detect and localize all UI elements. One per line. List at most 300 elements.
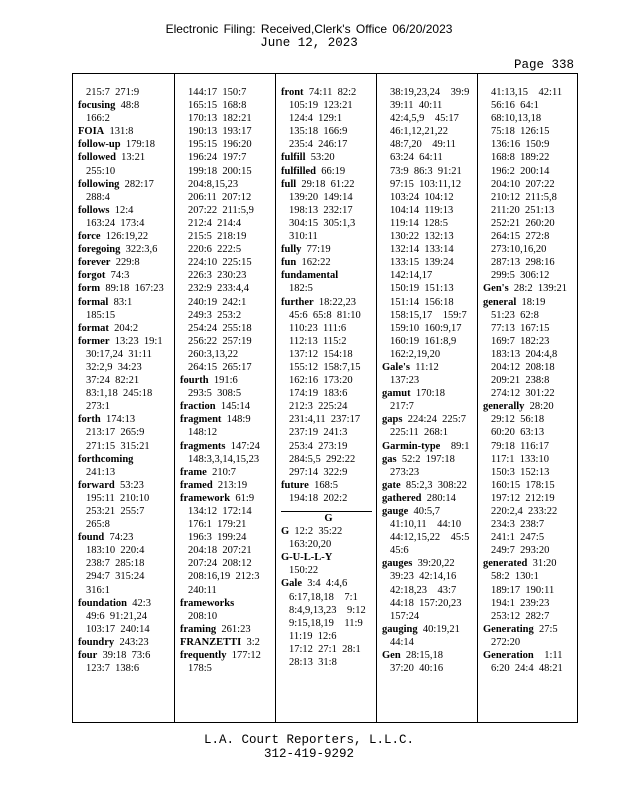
index-page-refs: 52:2 197:18: [396, 453, 455, 465]
index-term: gas: [382, 453, 397, 465]
index-continuation-refs: 38:19,23,24 39:9: [390, 87, 470, 98]
index-continuation-refs: 189:17 190:11: [491, 584, 555, 596]
index-continuation-refs: 28:13 31:8: [289, 657, 337, 669]
index-page-refs: 3:2: [241, 636, 260, 648]
filing-stamp-line: Electronic Filing: Received,Clerk's Office 06/20/2023: [165, 22, 453, 36]
index-term: gauge: [382, 506, 409, 517]
index-continuation-refs: 304:15 305:1,3: [289, 217, 356, 229]
index-continuation-refs: 197:12 212:19: [491, 492, 555, 504]
index-continuation-refs: 272:20: [491, 636, 521, 648]
index-continuation-refs: 204:8,15,23: [188, 178, 239, 190]
index-continuation-refs: 254:24 255:18: [188, 322, 252, 334]
index-continuation-refs: 265:8: [86, 519, 110, 531]
index-entry: [483, 623, 578, 636]
index-page-refs: 74:3: [105, 270, 130, 282]
index-entry: [180, 492, 275, 505]
index-continuation-refs: 163:24 173:4: [86, 217, 145, 229]
index-entry: [281, 151, 376, 164]
index-entry: [78, 335, 174, 348]
index-term: full: [281, 178, 297, 190]
index-page-refs: 12:2 35:22: [289, 526, 343, 538]
index-continuation-refs: 264:15 272:8: [491, 231, 550, 243]
index-continuation-refs: 225:11 268:1: [390, 427, 448, 439]
index-entry: [281, 551, 376, 564]
index-term: foregoing: [78, 244, 121, 256]
index-page-refs: 282:17: [119, 178, 154, 190]
court-reporter-phone: 312-419-9292: [263, 747, 354, 761]
index-entry: [382, 505, 477, 518]
index-continuation-refs: 110:23 111:6: [289, 322, 347, 334]
index-term: G: [281, 526, 290, 538]
index-page-refs: 18:19: [516, 296, 546, 308]
index-continuation-refs: 68:10,13,18: [491, 113, 542, 125]
index-continuation-refs: 190:13 193:17: [188, 126, 252, 138]
index-continuation-refs: 103:24 104:12: [390, 191, 454, 203]
index-continuation-refs: 166:2: [86, 113, 110, 125]
index-continuation-refs: 220:2,4 233:22: [491, 506, 558, 517]
index-continuation-refs: 97:15 103:11,12: [390, 178, 462, 190]
index-entry: [78, 282, 174, 295]
section-divider: [281, 505, 372, 512]
index-entry: [382, 453, 477, 466]
index-continuation-refs: 310:11: [289, 231, 318, 243]
index-entry: [180, 623, 275, 636]
index-page-refs: 27:5: [533, 623, 558, 635]
index-continuation-refs: 274:12 301:22: [491, 388, 555, 400]
index-page-refs: 53:23: [114, 479, 144, 491]
index-entry: [483, 557, 578, 570]
index-entry: [78, 413, 174, 426]
index-page-refs: 74:11 82:2: [303, 87, 357, 98]
index-continuation-refs: 44:18 157:20,23: [390, 597, 462, 609]
index-term: framing: [180, 623, 217, 635]
index-entry: [180, 649, 275, 662]
index-page-refs: 48:8: [115, 100, 140, 112]
index-continuation-refs: 194:18 202:2: [289, 492, 348, 504]
index-continuation-refs: 169:7 182:23: [491, 335, 550, 347]
index-continuation-refs: 17:12 27:1 28:1: [289, 643, 361, 655]
index-page-refs: 174:13: [100, 414, 136, 426]
index-page-refs: 131:8: [104, 126, 134, 138]
index-term: found: [78, 532, 105, 544]
index-page-refs: 28:15,18: [400, 650, 443, 662]
index-term: forth: [78, 414, 101, 426]
index-page-refs: 170:18: [410, 388, 446, 400]
index-continuation-refs: 49:6 91:21,24: [86, 610, 147, 622]
index-continuation-refs: 204:18 207:21: [188, 545, 252, 557]
index-column-3: [275, 74, 376, 722]
index-continuation-refs: 112:13 115:2: [289, 335, 347, 347]
index-continuation-refs: 46:1,12,21,22: [390, 126, 449, 138]
index-continuation-refs: 284:5,5 292:22: [289, 453, 356, 465]
index-entry: [281, 296, 376, 309]
index-page-refs: 13:23 19:1: [109, 335, 163, 347]
index-term: fun: [281, 257, 297, 269]
index-term: foundation: [78, 597, 128, 609]
index-term: force: [78, 231, 101, 243]
index-page-refs: 18:22,23: [313, 296, 356, 308]
index-entry: [180, 400, 275, 413]
index-term: Gale: [281, 578, 302, 590]
index-continuation-refs: 32:2,9 34:23: [86, 361, 142, 373]
index-entry: [382, 479, 477, 492]
index-continuation-refs: 58:2 130:1: [491, 571, 539, 583]
index-continuation-refs: 299:5 306:12: [491, 270, 550, 282]
index-term: followed: [78, 152, 116, 164]
index-entry: [281, 525, 376, 538]
index-continuation-refs: 83:1,18 245:18: [86, 388, 153, 400]
index-continuation-refs: 195:11 210:10: [86, 492, 150, 504]
index-page-refs: 31:20: [527, 558, 557, 570]
index-page-refs: 77:19: [301, 244, 331, 256]
index-page-refs: 85:2,3 308:22: [400, 479, 467, 491]
index-continuation-refs: 241:13: [86, 466, 116, 478]
index-continuation-refs: 207:22 211:5,9: [188, 204, 254, 216]
index-term: fourth: [180, 375, 209, 387]
index-continuation-refs: 6:20 24:4 48:21: [491, 663, 563, 675]
index-continuation-refs: 158:15,17 159:7: [390, 309, 467, 321]
index-term: gathered: [382, 492, 422, 504]
index-entry: [180, 413, 275, 426]
index-continuation-refs: 174:19 183:6: [289, 388, 348, 400]
index-term: Generating: [483, 623, 534, 635]
index-continuation-refs: 204:10 207:22: [491, 178, 555, 190]
index-continuation-refs: 249:3 253:2: [188, 309, 242, 321]
index-entry: [180, 479, 275, 492]
index-continuation-refs: 194:1 239:23: [491, 597, 550, 609]
index-page-refs: 40:5,7: [408, 506, 441, 517]
index-term: fulfill: [281, 152, 306, 164]
index-entry: [78, 322, 174, 335]
index-continuation-refs: 212:3 225:24: [289, 401, 348, 413]
index-page-refs: 322:3,6: [120, 244, 158, 256]
index-continuation-refs: 256:22 257:19: [188, 335, 252, 347]
index-continuation-refs: 271:15 315:21: [86, 440, 150, 452]
index-entry: [281, 165, 376, 178]
index-continuation-refs: 253:4 273:19: [289, 440, 348, 452]
index-entry: [382, 387, 477, 400]
index-entry: [78, 636, 174, 649]
index-page-refs: 53:20: [305, 152, 335, 164]
index-continuation-refs: 199:18 200:15: [188, 165, 252, 177]
index-continuation-refs: 294:7 315:24: [86, 571, 145, 583]
section-letter-heading: G: [324, 513, 333, 524]
index-continuation-refs: 42:4,5,9 45:17: [390, 113, 459, 125]
index-term: gate: [382, 479, 401, 491]
index-term: fully: [281, 244, 302, 256]
index-page-refs: 66:19: [316, 165, 346, 177]
index-continuation-refs: 48:7,20 49:11: [390, 139, 456, 151]
index-column-5: [477, 74, 578, 722]
index-continuation-refs: 240:11: [188, 584, 217, 596]
index-term: G-U-L-L-Y: [281, 552, 333, 564]
index-continuation-refs: 41:13,15 42:11: [491, 87, 563, 98]
index-continuation-refs: 297:14 322:9: [289, 466, 348, 478]
index-entry: [78, 479, 174, 492]
index-continuation-refs: 124:4 129:1: [289, 113, 343, 125]
index-entry: [281, 577, 376, 590]
index-continuation-refs: 168:8 189:22: [491, 152, 550, 164]
index-continuation-refs: 234:3 238:7: [491, 519, 545, 531]
index-continuation-refs: 117:1 133:10: [491, 453, 549, 465]
index-entry: [281, 269, 376, 282]
index-column-4: [376, 74, 477, 722]
index-term: forever: [78, 257, 111, 269]
index-term: fragment: [180, 414, 222, 426]
index-continuation-refs: 42:18,23 43:7: [390, 584, 457, 596]
index-entry: [382, 623, 477, 636]
index-page-refs: 168:5: [308, 479, 338, 491]
index-continuation-refs: 103:17 240:14: [86, 623, 150, 635]
index-continuation-refs: 51:23 62:8: [491, 309, 539, 321]
index-continuation-refs: 212:4 214:4: [188, 217, 242, 229]
index-term: forthcoming: [78, 453, 134, 465]
index-continuation-refs: 8:4,9,13,23 9:12: [289, 604, 366, 616]
index-continuation-refs: 273:23: [390, 466, 420, 478]
index-continuation-refs: 253:12 282:7: [491, 610, 550, 622]
index-entry: [78, 151, 174, 164]
index-continuation-refs: 238:7 285:18: [86, 558, 145, 570]
index-page-refs: 204:2: [108, 322, 139, 334]
index-term: format: [78, 322, 109, 334]
index-entry: [78, 296, 174, 309]
index-term: formal: [78, 296, 109, 308]
index-entry: [78, 178, 174, 191]
index-continuation-refs: 183:10 220:4: [86, 545, 145, 557]
index-term: foundry: [78, 636, 115, 648]
index-page-refs: 243:23: [114, 636, 149, 648]
index-entry: [180, 636, 275, 649]
index-entry: [78, 453, 174, 466]
index-term: gamut: [382, 388, 411, 400]
index-page-refs: 28:2 139:21: [508, 283, 568, 295]
index-term: focusing: [78, 100, 116, 112]
index-continuation-refs: 150:19 151:13: [390, 283, 454, 295]
page-number: Page 338: [513, 58, 574, 72]
index-entry: [483, 400, 578, 413]
index-continuation-refs: 77:13 167:15: [491, 322, 550, 334]
index-page-refs: 126:19,22: [100, 231, 149, 243]
index-term: fundamental: [281, 270, 339, 282]
index-continuation-refs: 241:1 247:5: [491, 532, 545, 544]
index-continuation-refs: 29:12 56:18: [491, 414, 545, 426]
index-continuation-refs: 73:9 86:3 91:21: [390, 165, 462, 177]
index-continuation-refs: 157:24: [390, 610, 420, 622]
index-page-refs: 177:12: [226, 650, 261, 662]
index-page-refs: 89:1: [440, 440, 470, 452]
index-continuation-refs: 119:14 128:5: [390, 217, 448, 229]
index-continuation-refs: 253:21 255:7: [86, 506, 145, 517]
index-continuation-refs: 178:5: [188, 663, 212, 675]
index-continuation-refs: 183:13 204:4,8: [491, 348, 558, 360]
index-continuation-refs: 224:10 225:15: [188, 257, 252, 269]
index-continuation-refs: 213:17 265:9: [86, 427, 145, 439]
index-page-refs: 179:18: [120, 139, 156, 151]
index-entry: [78, 138, 174, 151]
index-term: future: [281, 479, 309, 491]
index-entry: [78, 531, 174, 544]
index-term: FOIA: [78, 126, 105, 138]
index-entry: [180, 466, 275, 479]
index-continuation-refs: 231:4,11 237:17: [289, 414, 361, 426]
index-term: framed: [180, 479, 213, 491]
index-entry: [78, 125, 174, 138]
index-entry: [483, 649, 578, 662]
index-continuation-refs: 210:12 211:5,8: [491, 191, 557, 203]
index-continuation-refs: 132:14 133:14: [390, 244, 454, 256]
index-continuation-refs: 30:17,24 31:11: [86, 348, 152, 360]
index-page-refs: 39:20,22: [412, 558, 455, 570]
index-term: FRANZETTI: [180, 636, 242, 648]
index-entry: [382, 649, 477, 662]
index-continuation-refs: 196:3 199:24: [188, 532, 247, 544]
index-entry: [281, 256, 376, 269]
index-continuation-refs: 195:15 196:20: [188, 139, 252, 151]
index-entry: [382, 413, 477, 426]
index-continuation-refs: 207:24 208:12: [188, 558, 252, 570]
index-continuation-refs: 104:14 119:13: [390, 204, 454, 216]
index-page-refs: 261:23: [216, 623, 251, 635]
index-entry: [281, 86, 376, 99]
index-term: generally: [483, 401, 525, 413]
index-term: follows: [78, 204, 110, 216]
index-entry: [180, 440, 275, 453]
index-continuation-refs: 137:12 154:18: [289, 348, 353, 360]
index-term: framework: [180, 492, 231, 504]
index-page-refs: 224:24 225:7: [402, 414, 467, 426]
index-entry: [78, 99, 174, 112]
index-page-refs: 89:18 167:23: [100, 283, 164, 295]
index-entry: [483, 296, 578, 309]
index-continuation-refs: 130:22 132:13: [390, 231, 454, 243]
index-continuation-refs: 260:3,13,22: [188, 348, 239, 360]
index-term: four: [78, 650, 98, 662]
index-page-refs: 145:14: [215, 401, 250, 413]
index-continuation-refs: 137:23: [390, 375, 420, 387]
index-page-refs: 40:19,21: [417, 623, 460, 635]
index-continuation-refs: 79:18 116:17: [491, 440, 549, 452]
index-continuation-refs: 37:24 82:21: [86, 375, 140, 387]
index-continuation-refs: 150:22: [289, 565, 319, 577]
index-continuation-refs: 162:2,19,20: [390, 348, 441, 360]
index-entry: [382, 492, 477, 505]
index-continuation-refs: 9:15,18,19 11:9: [289, 617, 363, 629]
index-continuation-refs: 209:21 238:8: [491, 375, 550, 387]
index-term: Gen: [382, 650, 401, 662]
index-continuation-refs: 232:9 233:4,4: [188, 283, 249, 295]
index-entry: [382, 557, 477, 570]
index-continuation-refs: 240:19 242:1: [188, 296, 247, 308]
index-continuation-refs: 182:5: [289, 283, 313, 295]
index-term: former: [78, 335, 110, 347]
index-continuation-refs: 215:7 271:9: [86, 87, 140, 98]
index-continuation-refs: 316:1: [86, 584, 110, 596]
index-continuation-refs: 198:13 232:17: [289, 204, 353, 216]
index-continuation-refs: 11:19 12:6: [289, 630, 337, 642]
index-continuation-refs: 226:3 230:23: [188, 270, 247, 282]
index-page-refs: 29:18 61:22: [296, 178, 355, 190]
index-continuation-refs: 287:13 298:16: [491, 257, 555, 269]
index-continuation-refs: 208:16,19 212:3: [188, 571, 260, 583]
index-continuation-refs: 45:6: [390, 545, 409, 557]
index-continuation-refs: 208:10: [188, 610, 218, 622]
index-continuation-refs: 45:6 65:8 81:10: [289, 309, 361, 321]
index-continuation-refs: 56:16 64:1: [491, 100, 539, 112]
index-page-refs: 12:4: [109, 204, 134, 216]
index-continuation-refs: 215:5 218:19: [188, 231, 247, 243]
index-term: forward: [78, 479, 115, 491]
index-continuation-refs: 162:16 173:20: [289, 375, 353, 387]
index-entry: [180, 597, 275, 610]
court-reporter-name: L.A. Court Reporters, L.L.C.: [203, 733, 415, 747]
index-term: general: [483, 296, 517, 308]
index-term: fraction: [180, 401, 216, 413]
index-term: follow-up: [78, 139, 121, 151]
index-continuation-refs: 134:12 172:14: [188, 506, 252, 517]
index-term: following: [78, 178, 120, 190]
index-entry: [78, 649, 174, 662]
index-continuation-refs: 136:16 150:9: [491, 139, 550, 151]
index-continuation-refs: 6:17,18,18 7:1: [289, 591, 358, 603]
index-continuation-refs: 39:11 40:11: [390, 100, 443, 112]
index-term: frame: [180, 466, 207, 478]
index-page-refs: 61:9: [230, 492, 255, 504]
index-continuation-refs: 237:19 241:3: [289, 427, 348, 439]
index-page-refs: 74:23: [104, 532, 134, 544]
index-entry: [78, 230, 174, 243]
index-continuation-refs: 170:13 182:21: [188, 113, 252, 125]
index-page-refs: 191:6: [208, 375, 238, 387]
index-page-refs: 11:12: [410, 361, 439, 373]
index-continuation-refs: 160:15 178:15: [491, 479, 555, 491]
index-continuation-refs: 44:12,15,22 45:5: [390, 532, 470, 544]
index-continuation-refs: 151:14 156:18: [390, 296, 454, 308]
index-page-refs: 229:8: [110, 257, 140, 269]
index-continuation-refs: 196:2 200:14: [491, 165, 550, 177]
index-entry: [483, 282, 578, 295]
index-continuation-refs: 264:15 265:17: [188, 361, 252, 373]
index-continuation-refs: 252:21 260:20: [491, 217, 555, 229]
index-page-refs: 13:21: [115, 152, 146, 164]
index-term: generated: [483, 558, 528, 570]
index-page-refs: 28:20: [524, 401, 554, 413]
index-term: front: [281, 87, 304, 98]
index-column-1: [73, 74, 174, 722]
index-term: frequently: [180, 650, 227, 662]
index-term: Gen's: [483, 283, 509, 295]
index-term: gaps: [382, 414, 403, 426]
index-continuation-refs: 288:4: [86, 191, 110, 203]
word-index-table: [72, 73, 578, 723]
index-continuation-refs: 185:15: [86, 309, 116, 321]
index-entry: [78, 256, 174, 269]
index-continuation-refs: 144:17 150:7: [188, 87, 247, 98]
index-continuation-refs: 255:10: [86, 165, 116, 177]
index-continuation-refs: 165:15 168:8: [188, 100, 247, 112]
index-term: gauges: [382, 558, 413, 570]
index-continuation-refs: 44:14: [390, 636, 414, 648]
index-continuation-refs: 41:10,11 44:10: [390, 519, 462, 531]
index-continuation-refs: 39:23 42:14,16: [390, 571, 457, 583]
index-term: Garmin-type: [382, 440, 441, 452]
index-continuation-refs: 75:18 126:15: [491, 126, 550, 138]
index-entry: [78, 243, 174, 256]
index-entry: [382, 361, 477, 374]
index-entry: [180, 374, 275, 387]
index-entry: [382, 440, 477, 453]
index-page-refs: 148:9: [221, 414, 251, 426]
index-entry: [78, 204, 174, 217]
